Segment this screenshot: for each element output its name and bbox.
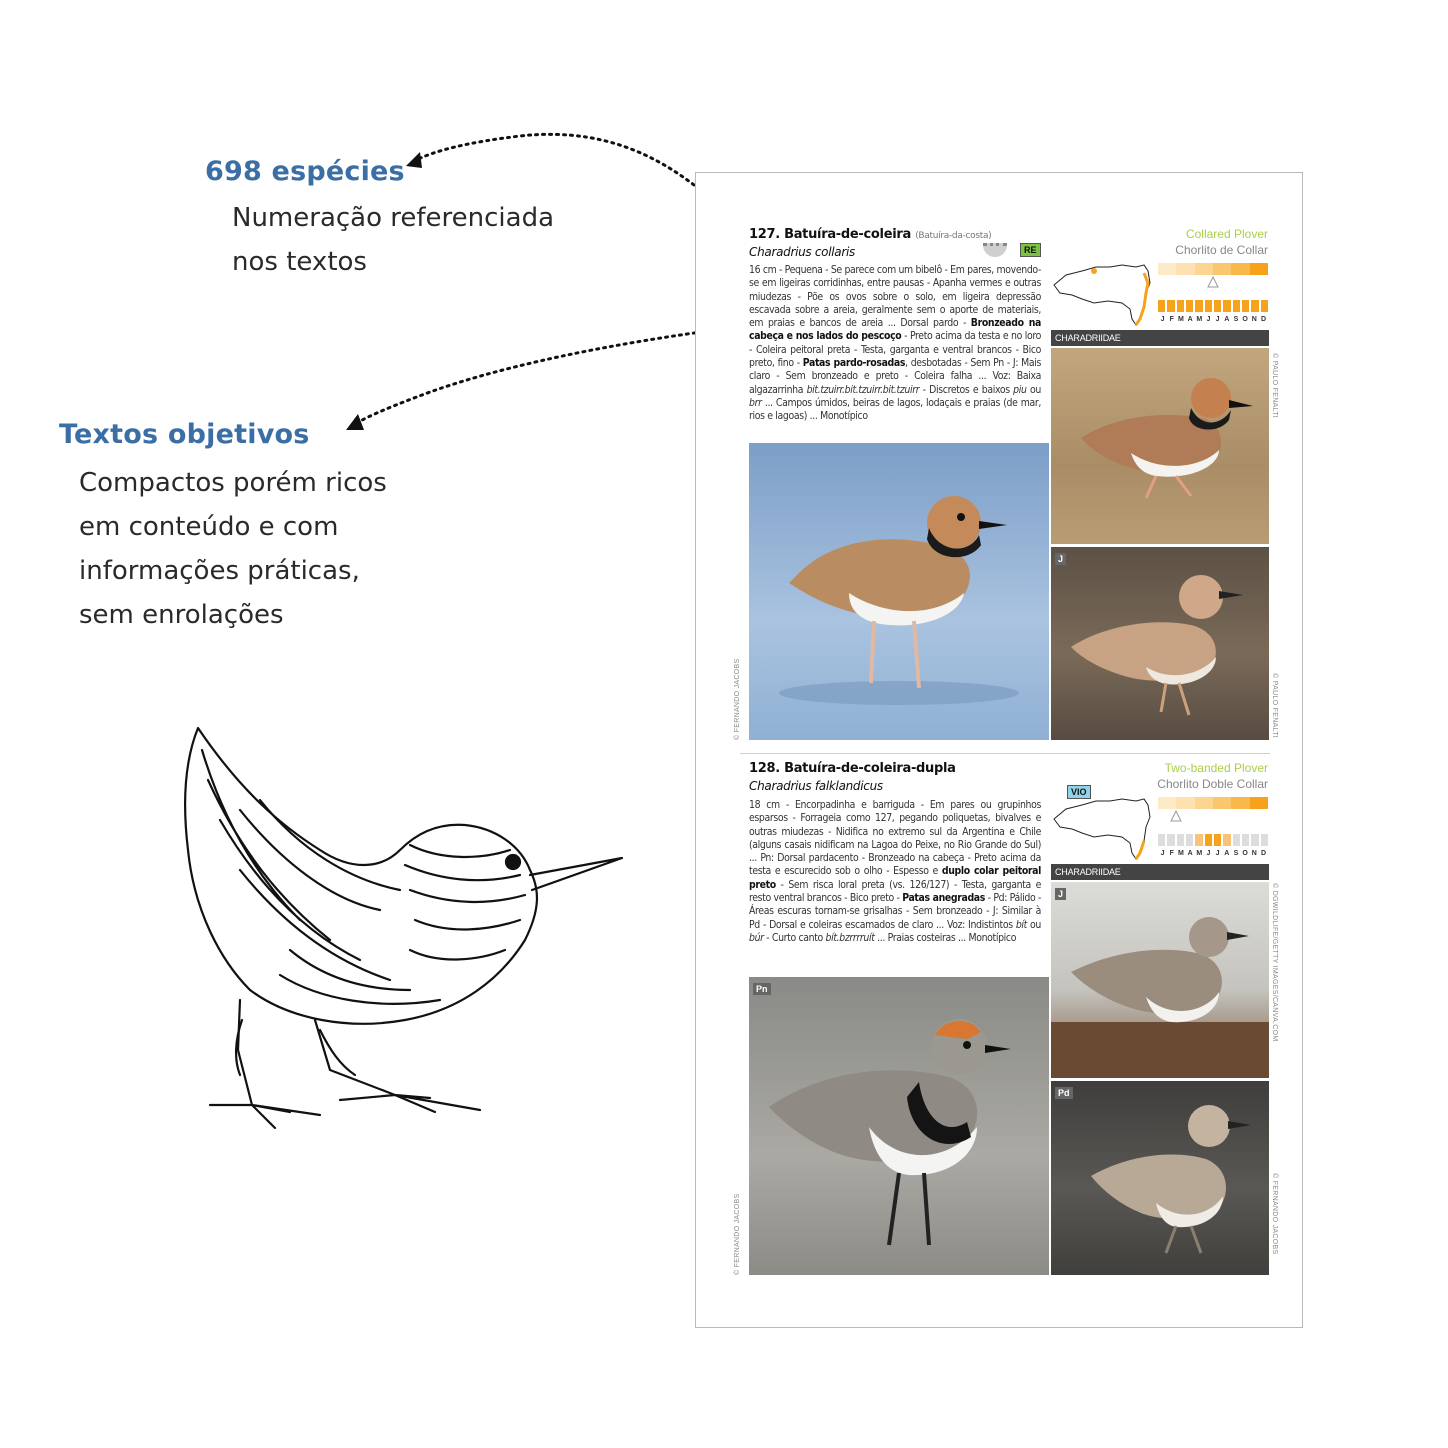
month-label: M (1178, 850, 1184, 857)
month-label: M (1196, 850, 1203, 857)
plover-photo-illustration (1051, 882, 1269, 1078)
month-label: D (1260, 316, 1266, 323)
photo-non-breeding (1051, 1081, 1269, 1275)
photo-credit: © PAULO FENALTI (1271, 353, 1278, 419)
voice-text: brr (749, 396, 762, 409)
photo-age-tag: Pn (753, 983, 771, 995)
callout-line: informações práticas, (79, 556, 360, 586)
distribution-map (1052, 263, 1152, 327)
body-text: 18 cm - Encorpadinha e barriguda - Em pares ou grupinhos esparsos - Forrageia como 127, pegando poliquetas, bivalves e outras miudezas - Nidifica no extremo sul da Argentina e Chile (alguns casais nidificam na Lagoa do Peixe, no Rio Grande do Sul) ... Pn: Dorsal pardacento - Bronzeado na cabeça - Preto acima da testa e escurecido sob o olho - Espesso e (749, 799, 1041, 878)
plover-photo-illustration (749, 977, 1049, 1275)
month-label: A (1224, 850, 1230, 857)
month-label: S (1233, 850, 1239, 857)
arrow-to-species-count (412, 134, 726, 212)
body-text: - Sem risca loral preta (vs. 126/127) - Testa, garganta e resto ventral brancos - Bico preto - (749, 878, 1041, 905)
occurrence-bar (1158, 797, 1268, 809)
body-text: - Preto acima da testa e no loro - Coleira peitoral preta - Testa, garganta e ventral brancos - Bico preto, fino - (749, 330, 1041, 370)
body-text: , desbotadas - Sem Pn - J: Mais claro - Sem bronzeado e preto - Coleira falha ... Voz: Baixa algazarrinha (749, 357, 1041, 396)
month-label: F (1169, 850, 1174, 857)
month-label: J (1160, 316, 1165, 323)
photo-juvenile (1051, 882, 1269, 1078)
occurrence-bar (1158, 263, 1268, 275)
month-label: F (1169, 316, 1174, 323)
status-badge: RE (1020, 243, 1041, 257)
emphasis-text: Patas pardo-rosadas (802, 357, 906, 370)
photo-credit: © FERNANDO JACOBS (734, 658, 741, 740)
month-ticks (1158, 300, 1268, 312)
body-text: - Curto canto (763, 931, 826, 944)
plover-photo-illustration (749, 443, 1049, 740)
month-labels (1158, 850, 1268, 857)
callout-line: sem enrolações (79, 600, 284, 630)
voice-text: piu (1013, 383, 1027, 396)
month-label: N (1251, 850, 1257, 857)
species-alt-name: (Batuíra-da-costa) (915, 231, 992, 241)
photo-age-tag: J (1055, 553, 1066, 565)
body-text: ... Praias costeiras ... Monotípico (874, 931, 1017, 944)
month-label: J (1160, 850, 1165, 857)
family-label: CHARADRIIDAE (1051, 864, 1269, 880)
callout-line: Compactos porém ricos (79, 468, 387, 498)
seasonality-chart (1158, 797, 1268, 857)
month-label: J (1215, 316, 1220, 323)
callout-title: 698 espécies (205, 156, 405, 187)
emphasis-text: Bronzeado na cabeça e nos lados do pescoço (749, 317, 1041, 343)
emphasis-text: duplo colar peitoral preto (749, 865, 1041, 891)
species-scientific-name: Charadrius falklandicus (749, 779, 883, 793)
status-badge: VIO (1067, 785, 1091, 799)
arrowhead (346, 414, 364, 430)
month-label: N (1251, 316, 1257, 323)
species-names (1157, 761, 1268, 791)
season-marker-icon (1158, 809, 1268, 823)
photo-age-tag: J (1055, 888, 1066, 900)
book-page (695, 172, 1303, 1328)
callout-line: em conteúdo e com (79, 512, 339, 542)
month-label: A (1187, 316, 1193, 323)
seasonality-chart (1158, 263, 1268, 323)
english-name: Collared Plover (1185, 227, 1268, 241)
month-label: D (1260, 850, 1266, 857)
photo-adult-main (749, 443, 1049, 740)
bird-line-drawing (180, 720, 630, 1160)
month-label: A (1187, 850, 1193, 857)
photo-credit: © PAULO FENALTI (1271, 673, 1278, 739)
month-label: M (1178, 316, 1184, 323)
species-names (1175, 227, 1268, 257)
body-text: ou (1026, 383, 1041, 396)
month-label: J (1215, 850, 1220, 857)
body-text: 16 cm - Pequena - Se parece com um bibelô - Em pares, movendo-se em ligeiras corridinhas, entre pausas - Apanha vermes e outras miudezas - Põe os ovos sobre o solo, em ligeira depressão escavada sobre a areia, geralmente sem o aporte de materiais, em praias e bancos de areia ... Dorsal pardo - (749, 264, 1041, 330)
species-entry-127 (696, 173, 1304, 753)
month-label: A (1224, 316, 1230, 323)
month-label: O (1242, 850, 1248, 857)
season-marker-icon (1158, 275, 1268, 289)
plover-photo-illustration (1051, 547, 1269, 740)
plover-photo-illustration (1051, 348, 1269, 544)
callout-title: Textos objetivos (59, 419, 310, 450)
month-label: J (1206, 316, 1211, 323)
arrowhead (406, 152, 422, 168)
photo-credit: © FERNANDO JACOBS (734, 1193, 741, 1275)
species-common-name: 127. Batuíra-de-coleira (749, 227, 911, 242)
photo-adult-side (1051, 348, 1269, 544)
spanish-name: Chorlito de Collar (1175, 243, 1268, 257)
distribution-map (1052, 797, 1152, 861)
voice-text: bít (1015, 918, 1027, 931)
photo-credit: © DGWILDLIFE/GETTY IMAGES/CANVA.COM (1271, 883, 1278, 1042)
month-label: M (1196, 316, 1203, 323)
species-scientific-name: Charadrius collaris (749, 245, 855, 259)
species-common-name: 128. Batuíra-de-coleira-dupla (749, 761, 956, 776)
month-label: O (1242, 316, 1248, 323)
species-header (749, 761, 1087, 797)
english-name: Two-banded Plover (1164, 761, 1268, 775)
callout-line: nos textos (232, 247, 367, 277)
month-label: J (1206, 850, 1211, 857)
body-text: ... Campos úmidos, beiras de lagos, lodaçais e praias (de mar, rios e lagoas) ... Monotípico (749, 396, 1041, 423)
voice-text: bit.tzuirr.bit.tzuirr.bit.tzuirr (806, 383, 920, 396)
spanish-name: Chorlito Doble Collar (1157, 777, 1268, 791)
body-text: ou (1026, 918, 1042, 931)
photo-juvenile (1051, 547, 1269, 740)
photo-credit: © FERNANDO JACOBS (1271, 1173, 1278, 1255)
month-ticks (1158, 834, 1268, 846)
family-label: CHARADRIIDAE (1051, 330, 1269, 346)
photo-breeding-main (749, 977, 1049, 1275)
species-title (749, 227, 1049, 242)
body-text: - Pd: Pálido - Áreas escuras tornam-se grisalhas - Sem bronzeado - J: Similar à Pd - Dorsal e coleiras escamados de claro ... Voz: Indistintos (749, 892, 1041, 931)
species-entry-128 (696, 753, 1304, 1329)
species-description (749, 799, 1041, 945)
month-label: S (1233, 316, 1239, 323)
callout-line: Numeração referenciada (232, 203, 555, 233)
plover-photo-illustration (1051, 1081, 1269, 1275)
emphasis-text: Patas anegradas (902, 892, 985, 905)
voice-text: búr (749, 931, 764, 944)
body-text: - Discretos e baixos (919, 383, 1014, 396)
month-labels (1158, 316, 1268, 323)
photo-age-tag: Pd (1055, 1087, 1073, 1099)
voice-text: bít.bzrrrruít (825, 931, 875, 944)
arrow-to-objective-texts (355, 330, 716, 424)
species-description (749, 264, 1041, 424)
